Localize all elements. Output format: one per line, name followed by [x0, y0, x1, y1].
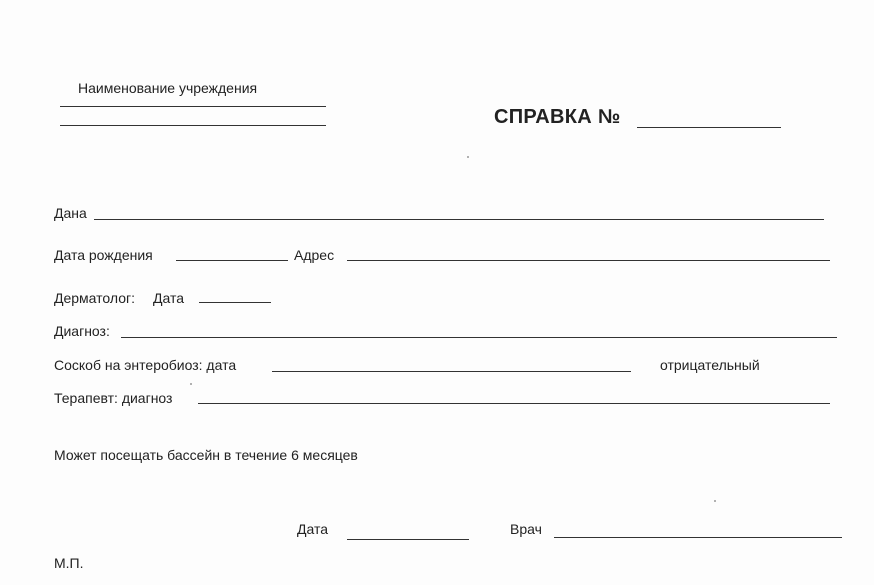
certificate-title: СПРАВКА № — [494, 106, 621, 128]
dermatologist-date-label: Дата — [153, 290, 185, 306]
dermatologist-label: Дерматолог: — [54, 290, 135, 306]
address-label: Адрес — [294, 247, 335, 263]
scan-speck — [190, 383, 192, 385]
address-line — [347, 260, 830, 261]
dermatologist-date-line — [199, 302, 271, 303]
institution-line-2 — [60, 125, 326, 126]
certificate-number-line — [637, 127, 781, 128]
footer-date-line — [347, 539, 469, 540]
scan-speck — [714, 500, 716, 502]
footer-date-label: Дата — [297, 521, 329, 537]
scraping-result: отрицательный — [660, 357, 760, 373]
issued-to-line — [94, 219, 824, 220]
scan-speck — [467, 156, 469, 158]
scraping-label: Соскоб на энтеробиоз: дата — [54, 357, 237, 373]
issued-to-label: Дана — [54, 205, 87, 221]
pool-permission-statement: Может посещать бассейн в течение 6 месяцев — [54, 447, 358, 463]
doctor-signature-line — [554, 537, 842, 538]
doctor-label: Врач — [510, 521, 542, 537]
institution-line-1 — [60, 106, 326, 107]
diagnosis-label: Диагноз: — [54, 323, 110, 339]
diagnosis-line — [121, 337, 837, 338]
institution-label: Наименование учреждения — [78, 80, 258, 96]
birth-date-line — [176, 260, 288, 261]
birth-date-label: Дата рождения — [54, 247, 153, 263]
therapist-label: Терапевт: диагноз — [54, 390, 173, 406]
scraping-date-line — [272, 371, 631, 372]
seal-label: М.П. — [54, 555, 84, 571]
therapist-diagnosis-line — [198, 403, 830, 404]
